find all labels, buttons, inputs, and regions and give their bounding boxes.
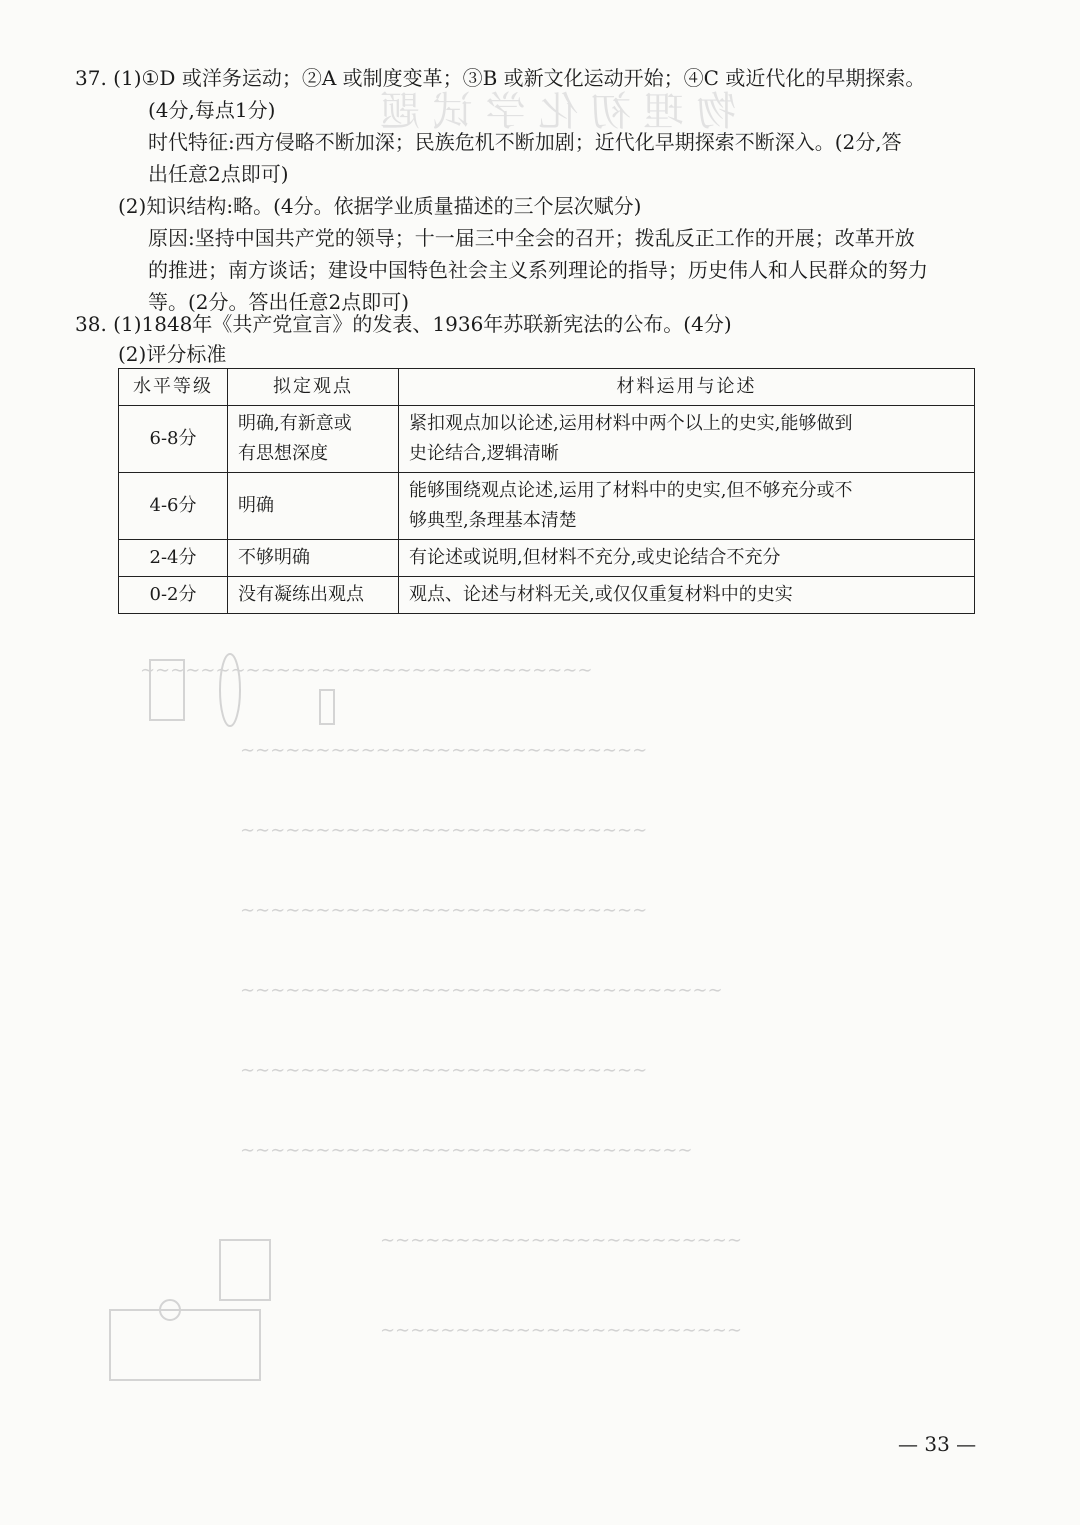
bleed-through-diagram — [100, 1220, 300, 1400]
cell-level: 0-2分 — [119, 577, 228, 614]
table-row — [119, 473, 975, 540]
cell-material — [399, 406, 975, 473]
q37-part1-line4: 出任意2点即可) — [148, 162, 289, 186]
q37-part2-line3: 的推进；南方谈话；建设中国特色社会主义系列理论的指导；历史伟人和人民群众的努力 — [148, 258, 928, 282]
q37-part1-line2: (4分,每点1分) — [148, 98, 276, 122]
header-material: 材料运用与论述 — [399, 369, 975, 406]
header-level: 水平等级 — [119, 369, 228, 406]
q37-part2-line2: 原因:坚持中国共产党的领导；十一届三中全会的召开；拨乱反正工作的开展；改革开放 — [148, 226, 915, 250]
table-row — [119, 540, 975, 577]
q37-part2-line1: (2)知识结构:略。(4分。依据学业质量描述的三个层次赋分) — [118, 194, 642, 218]
q37-part1-line3: 时代特征:西方侵略不断加深；民族危机不断加剧；近代化早期探索不断深入。(2分,答 — [148, 130, 902, 154]
table-row — [119, 406, 975, 473]
cell-material: 观点、论述与材料无关,或仅仅重复材料中的史实 — [399, 577, 975, 614]
cell-viewpoint — [228, 406, 399, 473]
scoring-table — [118, 368, 975, 614]
header-viewpoint: 拟定观点 — [228, 369, 399, 406]
cell-material-line2: 够典型,条理基本清楚 — [409, 510, 577, 531]
cell-viewpoint: 明确 — [228, 473, 399, 540]
cell-viewpoint: 不够明确 — [228, 540, 399, 577]
q37-part2-line4: 等。(2分。答出任意2点即可) — [148, 290, 410, 314]
q38-part1: 38. (1)1848年《共产党宣言》的发表、1936年苏联新宪法的公布。(4分) — [75, 312, 732, 336]
cell-material — [399, 473, 975, 540]
cell-material: 有论述或说明,但材料不充分,或史论结合不充分 — [399, 540, 975, 577]
cell-level: 2-4分 — [119, 540, 228, 577]
cell-level: 4-6分 — [119, 473, 228, 540]
q38-part2-heading: (2)评分标准 — [118, 342, 227, 366]
cell-material-line1: 紧扣观点加以论述,运用材料中两个以上的史实,能够做到 — [409, 413, 853, 434]
cell-material-line1: 能够围绕观点论述,运用了材料中的史实,但不够充分或不 — [409, 480, 853, 501]
cell-level: 6-8分 — [119, 406, 228, 473]
table-row — [119, 577, 975, 614]
answer-page: 物 理 初 化 学 试 题 ∽∽∽∽∽∽∽∽∽∽∽∽∽∽∽∽∽∽∽∽∽∽∽∽∽∽∽∽∽∽ ∽∽∽∽∽∽∽∽∽∽∽∽∽∽∽∽∽∽∽∽∽∽∽∽∽∽∽ ∽∽∽∽∽∽∽∽∽∽∽∽∽∽∽∽∽∽∽∽∽∽∽∽∽∽∽ ∽∽∽∽∽∽∽∽∽∽∽∽∽∽∽∽∽∽∽∽∽∽∽∽∽∽∽ ∽∽∽∽∽∽∽∽∽∽∽∽∽∽∽∽∽∽∽∽∽∽∽∽∽∽∽∽∽∽∽∽ ∽∽∽∽∽∽∽∽∽∽∽∽∽∽∽∽∽∽∽∽∽∽∽∽∽∽∽ ∽∽∽∽∽∽∽∽∽∽∽∽∽∽∽∽∽∽∽∽∽∽∽∽∽∽∽∽∽∽ ∽∽∽∽∽∽∽∽∽∽∽∽∽∽∽∽∽∽∽∽∽∽∽∽ ∽∽∽∽∽∽∽∽∽∽∽∽∽∽∽∽∽∽∽∽∽∽∽∽ 37. (1)①D 或洋务运动；②A 或制度变革；③B 或新文化运动开始；④C 或近代化的早期探索。 (4分,每点1分) 时代特征:西方侵略不断加深；民族危机不断加剧；近代化早期探索不断深入。(2分,答 出任意2点即可) (2)知识结构:略。(4分。依据学业质量描述的三个层次赋分) 原因:坚持中国共产党的领导；十一届三中全会的召开；拨乱反正工作的开展；改革开放 的推进；南方谈话；建设中国特色社会主义系列理论的指导；历史伟人和人民群众的努力 等。(2分。答出任意2点即可) 38. (1)1848年《共产党宣言》的发表、1936年苏联新宪法的公布。(4分) (2)评分标准 水平等级 拟定观点 材料运用与论述 6-8分 明确,有新意或 有思想深度 紧扣观点加以论述,运用材料中两个以上的史实,能够做到 史论结合,逻辑清晰 4-6分 明确 能够围绕观点论述,运用了材料中的史实,但不够充分或不 够典型,条理基本清楚 2-4分 不够明确 有论述或说明,但材料不充分,或史论结合不充分 0-2分 没有凝练出观点 观点、论述与材料无关,或仅仅重复材料中的史实 — 33 — — [75, 66, 977, 1456]
q37-part1-line1: 37. (1)①D 或洋务运动；②A 或制度变革；③B 或新文化运动开始；④C 或近代化的早期探索。 — [75, 66, 926, 90]
bleed-through-lens — [140, 650, 360, 750]
cell-viewpoint-line2: 有思想深度 — [238, 443, 328, 464]
page-number: — 33 — — [898, 1432, 977, 1456]
table-header-row — [119, 369, 975, 406]
cell-viewpoint: 没有凝练出观点 — [228, 577, 399, 614]
cell-viewpoint-line1: 明确,有新意或 — [238, 413, 352, 434]
cell-material-line2: 史论结合,逻辑清晰 — [409, 443, 559, 464]
